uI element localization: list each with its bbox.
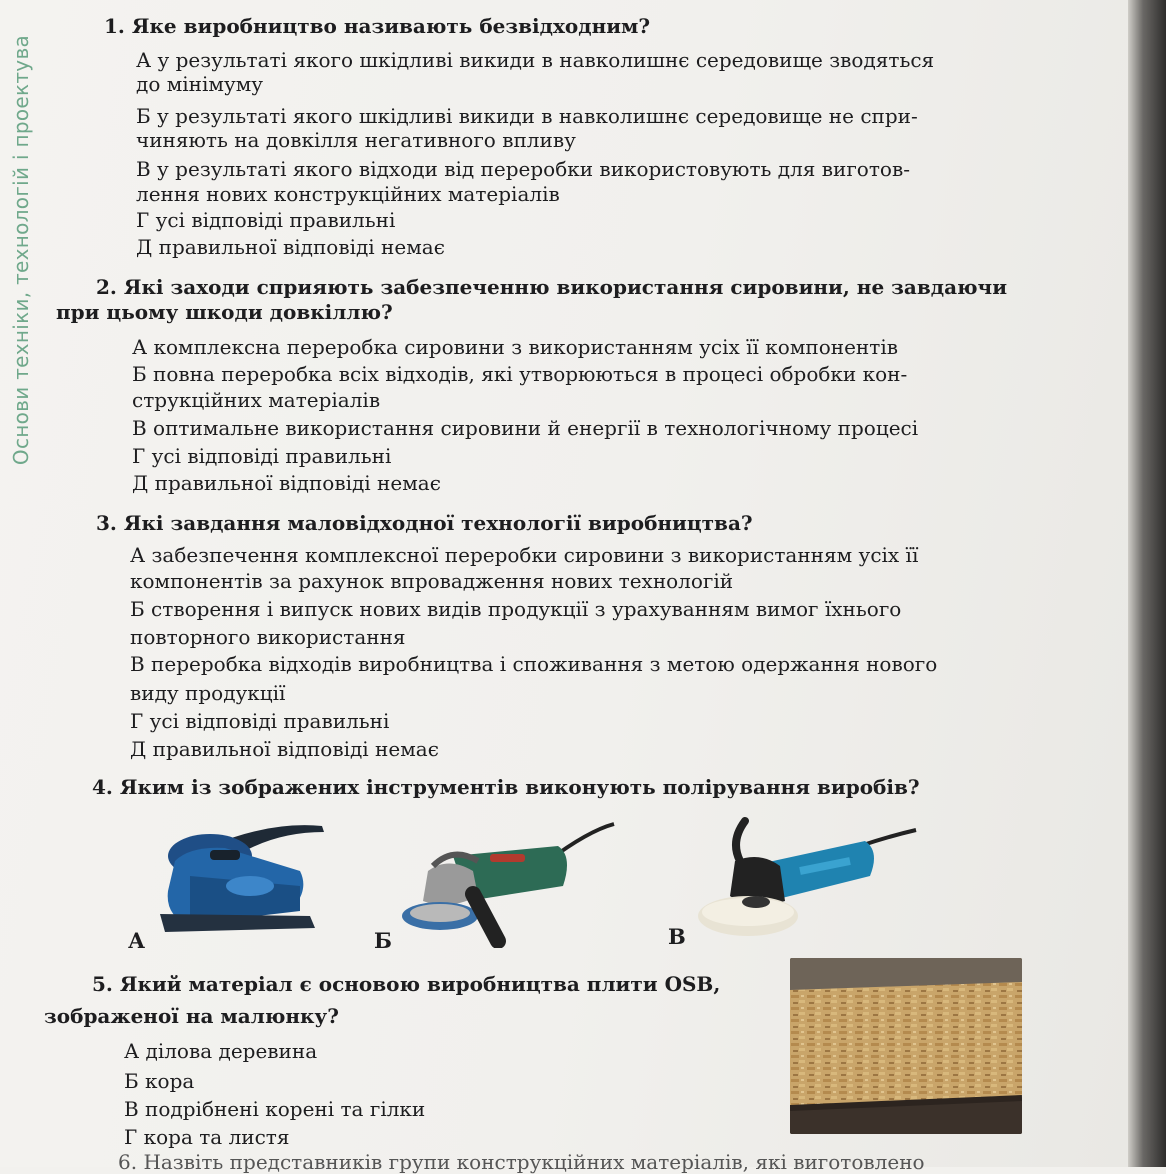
q1-option-a-line2: до мінімуму: [136, 72, 264, 96]
question-2-line1: 2. Які заходи сприяють забезпеченню використання сировини, не завдаючи: [96, 275, 1008, 299]
angle-grinder-image: [398, 816, 618, 948]
q1-option-d: Г усі відповіді правильні: [136, 208, 396, 232]
q2-option-c: В оптимальне використання сировини й енергії в технологічному процесі: [132, 416, 919, 440]
q3-option-c-line2: виду продукції: [130, 681, 286, 705]
q3-option-a-line2: компонентів за рахунок впровадження нових технологій: [130, 569, 734, 593]
q3-option-d: Г усі відповіді правильні: [130, 709, 390, 733]
q1-option-a-line1: А у результаті якого шкідливі викиди в навколишнє середовище зводяться: [136, 48, 935, 72]
tool-label-c: В: [668, 924, 686, 949]
orbital-sander-image: [150, 816, 330, 936]
sidebar-title: Основи техніки, технологій і проектува: [9, 34, 33, 466]
osb-board-photo: [790, 958, 1022, 1134]
q1-option-c-line2: лення нових конструкційних матеріалів: [136, 182, 560, 206]
sidebar-running-header: [0, 0, 42, 500]
q3-option-a-line1: А забезпечення комплексної переробки сировини з використанням усіх її: [130, 543, 919, 567]
question-5-line2: зображеної на малюнку?: [44, 1004, 339, 1028]
tool-label-b: Б: [374, 928, 392, 953]
question-4: 4. Яким із зображених інструментів виконують полірування виробів?: [92, 775, 920, 799]
page-edge-shadow: [1128, 0, 1166, 1167]
q2-option-b-line2: струкційних матеріалів: [132, 388, 381, 412]
q3-option-b-line2: повторного використання: [130, 625, 406, 649]
question-6-partial: 6. Назвіть представників групи конструкційних матеріалів, які виготовлено: [118, 1150, 925, 1174]
question-1: 1. Яке виробництво називають безвідходним?: [104, 14, 651, 38]
q3-option-c-line1: В переробка відходів виробництва і споживання з метою одержання нового: [130, 652, 938, 676]
q2-option-d: Г усі відповіді правильні: [132, 444, 392, 468]
question-2-line2: при цьому шкоди довкіллю?: [56, 300, 393, 324]
q2-option-e: Д правильної відповіді немає: [132, 471, 441, 495]
q1-option-c-line1: В у результаті якого відходи від переробки використовують для виготов-: [136, 157, 910, 181]
question-5-line1: 5. Який матеріал є основою виробництва плити OSB,: [92, 972, 721, 996]
q3-option-b-line1: Б створення і випуск нових видів продукції з урахуванням вимог їхнього: [130, 597, 902, 621]
q2-option-a: А комплексна переробка сировини з використанням усіх її компонентів: [132, 335, 898, 359]
q1-option-b-line2: чиняють на довкілля негативного впливу: [136, 128, 576, 152]
tool-label-a: А: [128, 928, 146, 953]
q5-option-c: В подрібнені корені та гілки: [124, 1097, 426, 1121]
q3-option-e: Д правильної відповіді немає: [130, 737, 439, 761]
question-3: 3. Які завдання маловідходної технології виробництва?: [96, 511, 753, 535]
q5-option-a: А ділова деревина: [124, 1039, 318, 1063]
q5-option-b: Б кора: [124, 1069, 195, 1093]
q5-option-d: Г кора та листя: [124, 1125, 290, 1149]
q1-option-e: Д правильної відповіді немає: [136, 235, 445, 259]
q1-option-b-line1: Б у результаті якого шкідливі викиди в навколишнє середовище не спри-: [136, 104, 918, 128]
polisher-image: [690, 816, 920, 946]
q2-option-b-line1: Б повна переробка всіх відходів, які утворюються в процесі обробки кон-: [132, 362, 908, 386]
